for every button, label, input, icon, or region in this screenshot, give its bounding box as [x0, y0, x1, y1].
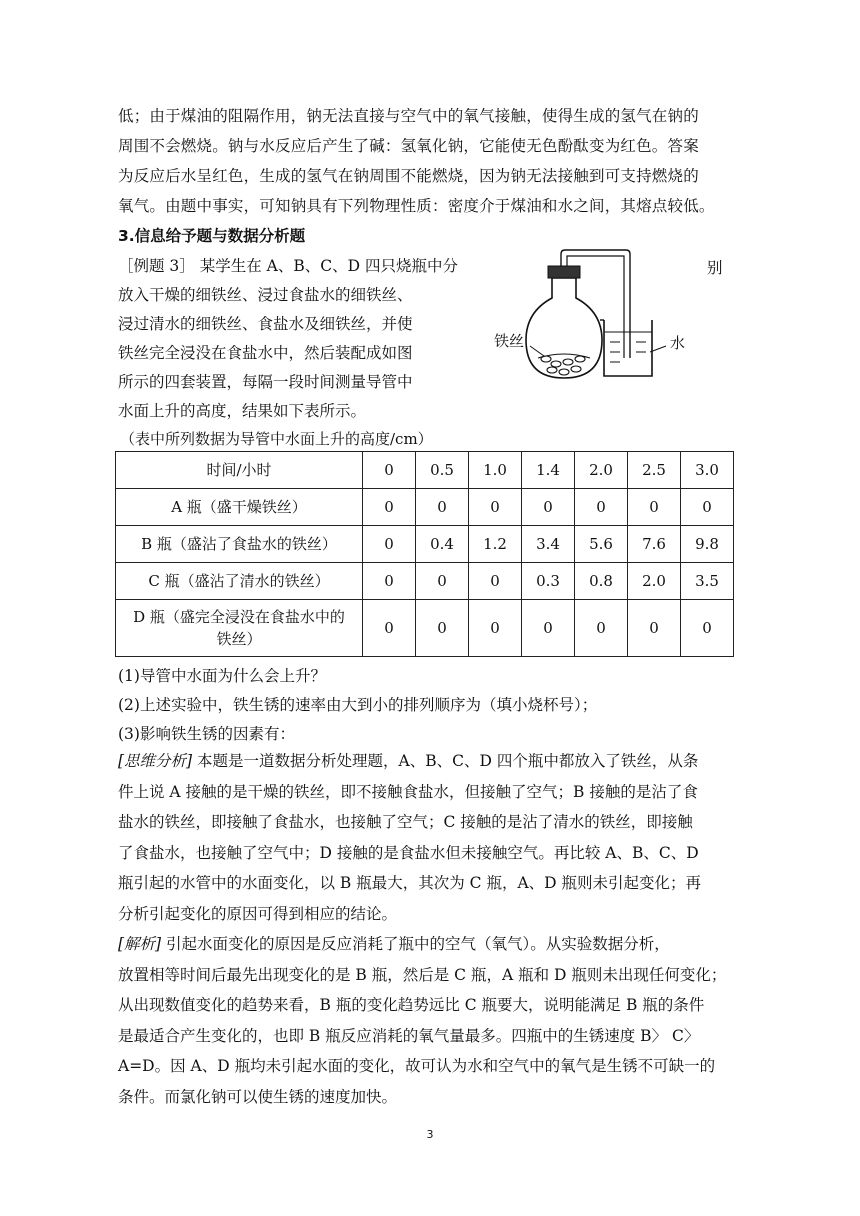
question-item: (1)导管中水面为什么会上升？ [118, 667, 326, 685]
table-caption: （表中所列数据为导管中水面上升的高度/cm） [120, 430, 433, 448]
table-cell: 0 [416, 600, 469, 657]
table-cell: 0 [575, 489, 628, 526]
row-label: B 瓶（盛沾了食盐水的铁丝） [116, 526, 363, 563]
example-line: 浸过清水的细铁丝、食盐水及细铁丝，并使 [118, 315, 413, 333]
table-cell: 9.8 [681, 526, 734, 563]
header-cell: 时间/小时 [116, 452, 363, 489]
intro-line: 周围不会燃烧。钠与水反应后产生了碱：氢氧化钠，它能使无色酚酞变为红色。答案 [118, 137, 699, 155]
example-line: ［例题 3］ 某学生在 A、B、C、D 四只烧瓶中分 [118, 257, 458, 275]
table-cell: 0 [416, 563, 469, 600]
solution-line: A=D。因 A、D 瓶均未引起水面的变化，故可认为水和空气中的氧气是生锈不可缺一的 [118, 1057, 716, 1075]
table-cell: 0 [469, 489, 522, 526]
header-cell: 0.5 [416, 452, 469, 489]
header-cell: 2.0 [575, 452, 628, 489]
table-row [116, 489, 734, 526]
table-cell: 3.5 [681, 563, 734, 600]
table-cell: 0 [469, 600, 522, 657]
beaker-icon [604, 320, 652, 376]
table-cell: 0.8 [575, 563, 628, 600]
analysis-section [118, 746, 766, 1112]
row-label [116, 600, 363, 657]
stopper-icon [548, 266, 580, 278]
label-water: 水 [670, 334, 686, 352]
iron-wire-icon [538, 354, 590, 375]
example-line: 水面上升的高度，结果如下表所示。 [118, 402, 367, 420]
table-row [116, 600, 734, 657]
solution-line: 条件。而氯化钠可以使生锈的速度加快。 [118, 1087, 398, 1106]
solution-line: 是最适合产生变化的，也即 B 瓶反应消耗的氧气量最多。四瓶中的生锈速度 B〉 C〉 [118, 1026, 700, 1045]
intro-paragraph [118, 101, 766, 221]
questions-list [118, 662, 597, 749]
thinking-line: 分析引起变化的原因可得到相应的结论。 [118, 904, 398, 923]
row-label-line: 铁丝） [216, 630, 262, 648]
intro-line: 低；由于煤油的阻隔作用，钠无法直接与空气中的氧气接触，使得生成的氢气在钠的 [118, 107, 699, 125]
header-cell: 0 [363, 452, 416, 489]
table-cell: 0 [681, 600, 734, 657]
data-table [115, 451, 734, 657]
table-header-row [116, 452, 734, 489]
table-cell: 3.4 [522, 526, 575, 563]
thinking-line: 盐水的铁丝，即接触了食盐水，也接触了空气；C 接触的是沾了清水的铁丝，即接触 [118, 813, 693, 831]
intro-line: 氧气。由题中事实，可知钠具有下列物理性质：密度介于煤油和水之间，其熔点较低。 [118, 197, 715, 215]
label-iron: 铁丝 [494, 332, 525, 350]
example-paragraph [118, 252, 488, 426]
table-cell: 2.0 [628, 563, 681, 600]
table-cell: 0 [628, 600, 681, 657]
example-line: 铁丝完全浸没在食盐水中，然后装配成如图 [118, 344, 413, 362]
table-cell: 0 [363, 489, 416, 526]
table-cell: 0 [363, 563, 416, 600]
table-cell: 1.2 [469, 526, 522, 563]
example-trailing-char: 别 [707, 259, 723, 277]
table-row [116, 526, 734, 563]
solution-line: 从出现数值变化的趋势来看，B 瓶的变化趋势远比 C 瓶要大，说明能满足 B 瓶的条件 [118, 996, 705, 1014]
thinking-first-line [118, 746, 766, 777]
table-cell: 0 [416, 489, 469, 526]
question-item: (3)影响铁生锈的因素有： [118, 725, 295, 743]
table-cell: 0 [363, 600, 416, 657]
header-cell: 1.4 [522, 452, 575, 489]
apparatus-figure [490, 246, 700, 386]
table-cell: 5.6 [575, 526, 628, 563]
flask-icon [526, 278, 602, 378]
table-cell: 0 [522, 489, 575, 526]
table-row [116, 563, 734, 600]
question-item: (2)上述实验中，铁生锈的速率由大到小的排列顺序为（填小烧杯号）； [118, 696, 598, 714]
solution-label: [解析] [118, 935, 162, 953]
table-cell: 0 [469, 563, 522, 600]
table-cell: 0 [681, 489, 734, 526]
thinking-line: 瓶引起的水管中的水面变化，以 B 瓶最大，其次为 C 瓶，A、D 瓶则未引起变化；再 [118, 874, 702, 892]
solution-line: 放置相等时间后最先出现变化的是 B 瓶，然后是 C 瓶，A 瓶和 D 瓶则未出现任何变化； [118, 965, 727, 984]
solution-text: 引起水面变化的原因是反应消耗了瓶中的空气（氧气）。从实验数据分析， [161, 935, 670, 953]
row-label: C 瓶（盛沾了清水的铁丝） [116, 563, 363, 600]
intro-line: 为反应后水呈红色，生成的氢气在钠周围不能燃烧，因为钠无法接触到可支持燃烧的 [118, 167, 699, 185]
row-label-line: D 瓶（盛完全浸没在食盐水中的 [133, 608, 345, 626]
table-cell: 0 [575, 600, 628, 657]
section-heading: 3.信息给予题与数据分析题 [118, 227, 306, 245]
solution-first-line [118, 929, 766, 960]
row-label: A 瓶（盛干燥铁丝） [116, 489, 363, 526]
table-cell: 0 [522, 600, 575, 657]
table-cell: 0 [363, 526, 416, 563]
table-cell: 7.6 [628, 526, 681, 563]
header-cell: 1.0 [469, 452, 522, 489]
water-lines [604, 332, 652, 362]
thinking-line: 件上说 A 接触的是干燥的铁丝，即不接触食盐水，但接触了空气；B 接触的是沾了食 [118, 782, 698, 801]
table-cell: 0.3 [522, 563, 575, 600]
example-line: 放入干燥的细铁丝、浸过食盐水的细铁丝、 [118, 286, 413, 304]
header-cell: 2.5 [628, 452, 681, 489]
thinking-text: 本题是一道数据分析处理题，A、B、C、D 四个瓶中都放入了铁丝，从条 [192, 752, 699, 770]
example-line: 所示的四套装置，每隔一段时间测量导管中 [118, 373, 413, 391]
table-cell: 0.4 [416, 526, 469, 563]
header-cell: 3.0 [681, 452, 734, 489]
table-cell: 0 [628, 489, 681, 526]
thinking-label: [思维分析] [118, 752, 193, 770]
page-number: 3 [426, 1128, 434, 1141]
thinking-line: 了食盐水，也接触了空气中；D 接触的是食盐水但未接触空气。再比较 A、B、C、D [118, 843, 699, 862]
